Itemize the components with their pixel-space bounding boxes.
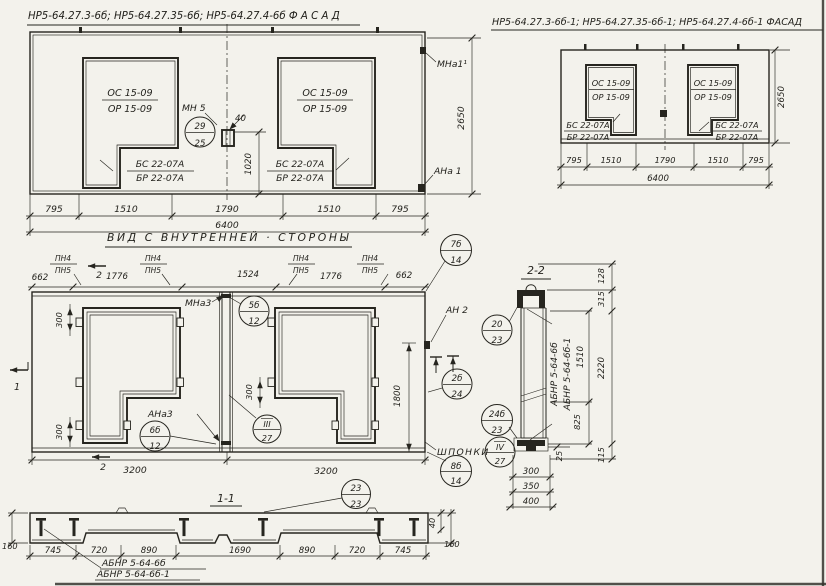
callout-number: 14 <box>450 256 462 266</box>
dim-label: 662 <box>395 271 413 281</box>
panel-outline <box>30 27 425 194</box>
mn5-anchor <box>182 103 246 149</box>
callout-number: 25 <box>194 139 206 149</box>
shponki-label <box>425 437 515 467</box>
section-title: 2-2 <box>527 264 545 277</box>
dim-label: 1790 <box>654 155 676 165</box>
dim-row-bottom <box>28 452 429 477</box>
embed-mark-pn <box>140 254 170 285</box>
facade-left-title: НР5-64.27.3-6б; НР5-64.27.35-6б; НР5-64.27.4-6б Ф А С А Д <box>28 11 340 22</box>
section-title: 1-1 <box>217 492 235 505</box>
callout-number: 12 <box>149 442 161 452</box>
dim-label: 40 <box>427 517 437 529</box>
embed-mark-pn <box>50 254 81 285</box>
dim-row-bottom <box>26 194 429 236</box>
joint-strip <box>220 292 233 452</box>
callout-number: 8б <box>450 462 462 472</box>
dim-label: 1510 <box>317 204 341 215</box>
section-profile <box>514 285 548 451</box>
callout-III-27 <box>229 395 281 443</box>
dim-label: 890 <box>298 546 316 556</box>
embed-label: ПН5 <box>292 266 310 275</box>
dim-label: 745 <box>394 546 412 556</box>
dim-1800 <box>393 343 416 452</box>
callout-number: 5б <box>248 301 260 311</box>
dim-label: 662 <box>31 273 49 283</box>
section-cut-mark-2 <box>92 454 110 473</box>
dim-label: 300 <box>244 384 254 400</box>
dim-label: 3200 <box>123 465 147 476</box>
sill-mark-top: БС 22-07А <box>275 159 325 170</box>
anchor-mark <box>660 110 667 117</box>
callout-number: 27 <box>494 456 506 466</box>
window-mark-top: ОС 15-09 <box>693 78 733 88</box>
section-cut-mark-1-left <box>10 362 28 393</box>
callout-number: 27 <box>261 433 273 443</box>
panel-marks <box>44 529 206 580</box>
anchor-label: АНа3 <box>148 409 173 420</box>
window-opening <box>267 58 375 188</box>
window-mark-top: ОС 15-09 <box>107 88 153 99</box>
internal-view-title: ВИД С ВНУТРЕННЕЙ · СТОРОНЫ <box>107 231 351 244</box>
panel-mark-label: АБНР 5-64-6б <box>549 342 560 406</box>
window-mark-bottom: ОР 15-09 <box>592 92 630 102</box>
window-mark-top: ОС 15-09 <box>302 88 348 99</box>
dim-label: 6400 <box>215 220 239 231</box>
anchor-label: АНа 1 <box>434 166 462 177</box>
dim-label: 1020 <box>244 153 254 175</box>
callout-number: 14 <box>450 477 462 487</box>
embed-label: ПН4 <box>361 254 379 263</box>
window-mark-bottom: ОР 15-09 <box>107 104 153 115</box>
dim-label: 890 <box>140 546 158 556</box>
callout-number: 6б <box>149 426 161 436</box>
section-number: 2 <box>96 270 102 281</box>
anchor-label-mna3 <box>185 293 225 309</box>
panel-mark-label: АБНР 5-64-6б <box>102 558 166 569</box>
sill-mark-bottom: БР 22-07А <box>136 173 184 184</box>
dim-label: 115 <box>596 447 606 463</box>
anchor-label: МН 5 <box>182 103 206 114</box>
section-cut-mark-2 <box>88 263 106 281</box>
dim-2650 <box>770 47 790 147</box>
dim-label: 795 <box>391 204 409 215</box>
dim-label: 160 <box>444 539 460 549</box>
dim-label: 825 <box>572 414 582 430</box>
window-mark-top: ОС 15-09 <box>591 78 631 88</box>
dim-label: 3200 <box>314 466 338 477</box>
dim-label: 300 <box>522 467 540 477</box>
panel-mark-label: АБНР 5-64-6б-1 <box>562 337 573 411</box>
embed-label: ПН5 <box>144 266 162 275</box>
dim-label: 1510 <box>600 155 622 165</box>
dim-label: 1776 <box>320 272 342 282</box>
anchor-label: МНа1¹ <box>437 59 467 70</box>
dim-label: 2220 <box>597 357 607 379</box>
embed-label: ПН4 <box>144 254 162 263</box>
sill-mark-top: БС 22-07А <box>566 120 610 130</box>
dim-label: 1524 <box>237 270 259 280</box>
dim-300 <box>54 417 73 447</box>
dim-row-top <box>28 254 429 290</box>
panel-marks <box>527 309 573 440</box>
window-opening <box>76 308 184 443</box>
anchor-label: АН 2 <box>446 305 468 316</box>
callout-number: 23 <box>491 426 503 436</box>
window-opening <box>268 308 379 443</box>
callout-number: 7б <box>450 240 462 250</box>
dim-160-left <box>2 510 28 551</box>
callout-5b-12 <box>229 296 269 327</box>
callout-24b-23 <box>482 405 518 439</box>
callout-7b-14 <box>426 235 472 292</box>
dim-label: 795 <box>45 204 63 215</box>
window-mark-bottom: ОР 15-09 <box>302 104 348 115</box>
dim-1020 <box>234 129 266 198</box>
callout-number: 2б <box>451 374 463 384</box>
dim-label: 720 <box>90 546 108 556</box>
section-2-2-view <box>482 261 617 511</box>
dim-label: 1510 <box>576 346 586 368</box>
callout-number: 29 <box>194 122 206 132</box>
facade-right-view <box>491 16 823 189</box>
dim-label: 350 <box>522 482 540 492</box>
callout-number: 24 <box>451 390 463 400</box>
callout-number: 23 <box>491 336 503 346</box>
dim-300 <box>244 377 263 408</box>
dim-label: 1776 <box>106 272 128 282</box>
section-profile <box>30 508 428 543</box>
dim-label: 25 <box>554 450 564 462</box>
anchor-label: МНа3 <box>185 298 212 309</box>
callout-2b-24 <box>428 369 472 400</box>
section-number: 1 <box>14 382 21 393</box>
section-cut-mark-1-right <box>430 356 459 373</box>
callout-6b-12 <box>140 421 216 452</box>
sill-mark-top: БС 22-07А <box>715 120 759 130</box>
dim-stack-bottom <box>506 455 556 510</box>
sill-mark-bottom: БР 22-07А <box>276 173 324 184</box>
dim-right-side <box>427 509 460 549</box>
callout-number: IV <box>495 442 505 452</box>
callout-number: 23 <box>350 500 362 510</box>
dim-label: 795 <box>748 155 764 165</box>
sill-mark-bottom: БР 22-07А <box>715 132 759 142</box>
callout-20-23 <box>482 304 519 346</box>
window-opening <box>688 65 762 142</box>
dim-label: 1690 <box>229 546 251 556</box>
callout-number: 20 <box>491 320 503 330</box>
shponki-label-text: ШПОНКИ <box>437 447 490 458</box>
dim-label: 2650 <box>456 106 467 130</box>
window-mark-bottom: ОР 15-09 <box>694 92 732 102</box>
window-opening <box>564 65 636 142</box>
dim-row-bottom <box>26 545 430 560</box>
dim-label: 1510 <box>114 204 138 215</box>
dim-label: 1510 <box>707 155 729 165</box>
panel-mark-label: АБНР 5-64-6б-1 <box>97 569 170 580</box>
embed-label: ПН4 <box>54 254 72 263</box>
internal-view <box>10 231 515 487</box>
embed-mark-pn <box>357 254 388 285</box>
dim-label: 300 <box>54 424 64 440</box>
section-number: 2 <box>100 462 106 473</box>
callout-number: 23 <box>350 484 362 494</box>
facade-right-title: НР5-64.27.3-6б-1; НР5-64.27.35-6б-1; НР5-64.27.4-6б-1 ФАСАД <box>492 17 802 28</box>
anchor-label-an2 <box>424 305 468 349</box>
facade-left-view <box>26 10 481 236</box>
sill-mark-top: БС 22-07А <box>135 159 185 170</box>
panel-outline <box>32 292 425 452</box>
callout-number: III <box>263 419 271 429</box>
sill-mark-bottom: БР 22-07А <box>566 132 610 142</box>
embed-label: ПН5 <box>54 266 72 275</box>
window-opening <box>83 58 194 188</box>
dim-300 <box>54 304 73 336</box>
dim-label: 6400 <box>647 174 669 184</box>
dim-label: 300 <box>54 312 64 328</box>
dim-label: 315 <box>596 291 606 307</box>
embed-label: ПН5 <box>361 266 379 275</box>
dim-label: 400 <box>522 497 540 507</box>
dim-label: 128 <box>596 268 606 284</box>
callout-number: 12 <box>248 317 260 327</box>
callout-number: 24б <box>488 410 506 420</box>
dim-label: 1800 <box>393 385 403 407</box>
dim-label: 1790 <box>215 204 239 215</box>
section-1-1-view <box>2 480 460 581</box>
dim-label: 40 <box>235 114 246 124</box>
dim-label: 745 <box>44 546 62 556</box>
dim-label: 2650 <box>777 86 787 108</box>
dim-label: 160 <box>2 541 18 551</box>
dim-label: 795 <box>566 155 582 165</box>
dim-25 <box>548 444 570 462</box>
embed-label: ПН4 <box>292 254 310 263</box>
dim-label: 720 <box>348 546 366 556</box>
embed-mark-pn <box>288 254 315 285</box>
callout-23-23 <box>264 480 371 513</box>
